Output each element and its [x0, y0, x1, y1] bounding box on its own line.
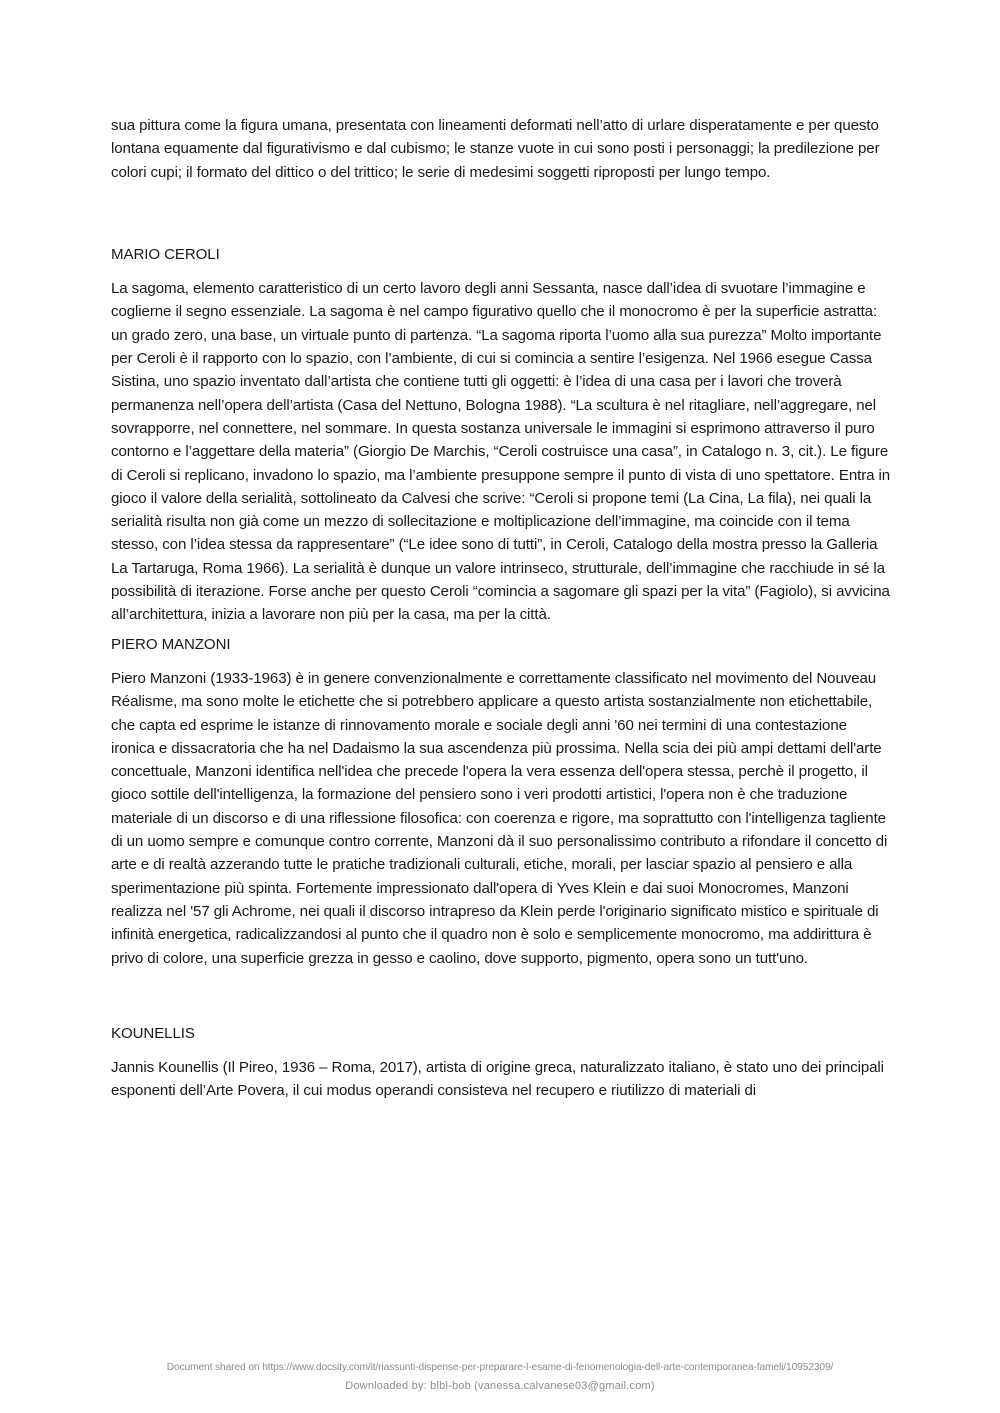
intro-paragraph: sua pittura come la figura umana, presentata con lineamenti deformati nell’atto di urlare disperatamente e per questo lontana equamente dal figurativismo e dal cubismo; le stanze vuote in cui sono posti i personaggi; la predilezione per colori cupi; il formato del dittico o del trittico; le serie di medesimi soggetti riproposti per lungo tempo. [111, 117, 880, 181]
spacer [111, 656, 891, 667]
section-paragraph-kounellis: Jannis Kounellis (Il Pireo, 1936 – Roma, 2017), artista di origine greca, naturalizzato italiano, è stato uno dei principali esponenti dell’Arte Povera, il cui modus operandi consisteva nel recupero e riutilizzo di materiali di [111, 1059, 884, 1100]
footer-downloaded-by: Downloaded by: blbl-bob (vanessa.calvanese03@gmail.com) [345, 1380, 655, 1392]
section-paragraph-manzoni: Piero Manzoni (1933-1963) è in genere convenzionalmente e correttamente classificato nel movimento del Nouveau Réalisme, ma sono molte le etichette che si potrebbero applicare a questo artista sostanzialmente non etichettabile, che capta ed esprime le istanze di rinnovamento morale e sociale degli anni '60 nei termini di una contestazione ironica e dissacratoria che ha nel Dadaismo la sua ascendenza più prossima. Nella scia dei più ampi dettami dell'arte concettuale, Manzoni identifica nell'idea che precede l'opera la vera essenza dell'opera stessa, perchè il progetto, il gioco sottile dell'intelligenza, la formazione del pensiero sono i veri prodotti artistici, l'opera non è che traduzione materiale di un discorso e di una riflessione filosofica: con coerenza e rigore, ma soprattutto con l'intelligenza tagliente di un uomo sempre e comunque contro corrente, Manzoni dà il suo personalissimo contributo a rifondare il concetto di arte e di realtà azzerando tutte le pratiche tradizionali culturali, etiche, morali, per lasciar spazio al pensiero e alla sperimentazione più spinta. Fortemente impressionato dall'opera di Yves Klein e dai suoi Monocromes, Manzoni realizza nel '57 gli Achrome, nei quali il discorso intrapreso da Klein perde l'originario significato mistico e spirituale di infinità energetica, radicalizzandosi al punto che il quadro non è solo e semplicemente monocromo, ma addirittura è privo di colore, una superficie grezza in gesso e caolino, dove supporto, pigmento, opera sono un tutt'uno. [111, 669, 888, 967]
section-paragraph-ceroli: La sagoma, elemento caratteristico di un certo lavoro degli anni Sessanta, nasce dall’idea di svuotare l’immagine e coglierne il segno essenziale. La sagoma è nel campo figurativo quello che il monocromo è per la superficie astratta: un grado zero, una base, un virtuale punto di partenza. “La sagoma riporta l’uomo alla sua purezza” Molto importante per Ceroli è il rapporto con lo spazio, con l’ambiente, di cui si comincia a sentire l’esigenza. Nel 1966 esegue Cassa Sistina, uno spazio inventato dall’artista che contiene tutti gli oggetti: è l’idea di una casa per i lavori che troverà permanenza nell’opera dell’artista (Casa del Nettuno, Bologna 1988). “La scultura è nel ritagliare, nell’aggregare, nel sovrapporre, nel connettere, nel sommare. In questa sostanza universale le immagini si esprimono attraverso il puro contorno e l’aggettare della materia” (Giorgio De Marchis, “Ceroli costruisce una casa”, in Catalogo n. 3, cit.). Le figure di Ceroli si replicano, invadono lo spazio, ma l’ambiente presuppone sempre il punto di vista di uno spettatore. Entra in gioco il valore della serialità, sottolineato da Calvesi che scrive: “Ceroli si propone temi (La Cina, La fila), nei quali la serialità risulta non già come un mezzo di sollecitazione e moltiplicazione dell’immagine, ma coincide con il tema stesso, con l’idea stessa da rappresentare” (“Le idee sono di tutti”, in Ceroli, Catalogo della mostra presso la Galleria La Tartaruga, Roma 1966). La serialità è dunque un valore intrinseco, strutturale, dell’immagine che racchiude in sé la possibilità di iterazione. Forse anche per questo Ceroli “comincia a sagomare gli spazi per la vita” (Fagiolo), si avvicina all’architettura, inizia a lavorare non più per la casa, ma per la città. [111, 280, 891, 624]
section-heading-ceroli: MARIO CEROLI [111, 245, 220, 263]
spacer [111, 970, 891, 1022]
spacer [111, 1045, 891, 1056]
footer-shared-link[interactable]: Document shared on https://www.docsity.com/it/riassunti-dispense-per-preparare-l-esame-di-fenomenologia-dell-arte-contemporanea-fameli/10952309/ [166, 1362, 834, 1373]
section-heading-manzoni: PIERO MANZONI [111, 635, 231, 653]
page-body [111, 114, 891, 1103]
section-heading-kounellis: KOUNELLIS [111, 1024, 195, 1042]
spacer [111, 184, 891, 243]
spacer [111, 266, 891, 277]
